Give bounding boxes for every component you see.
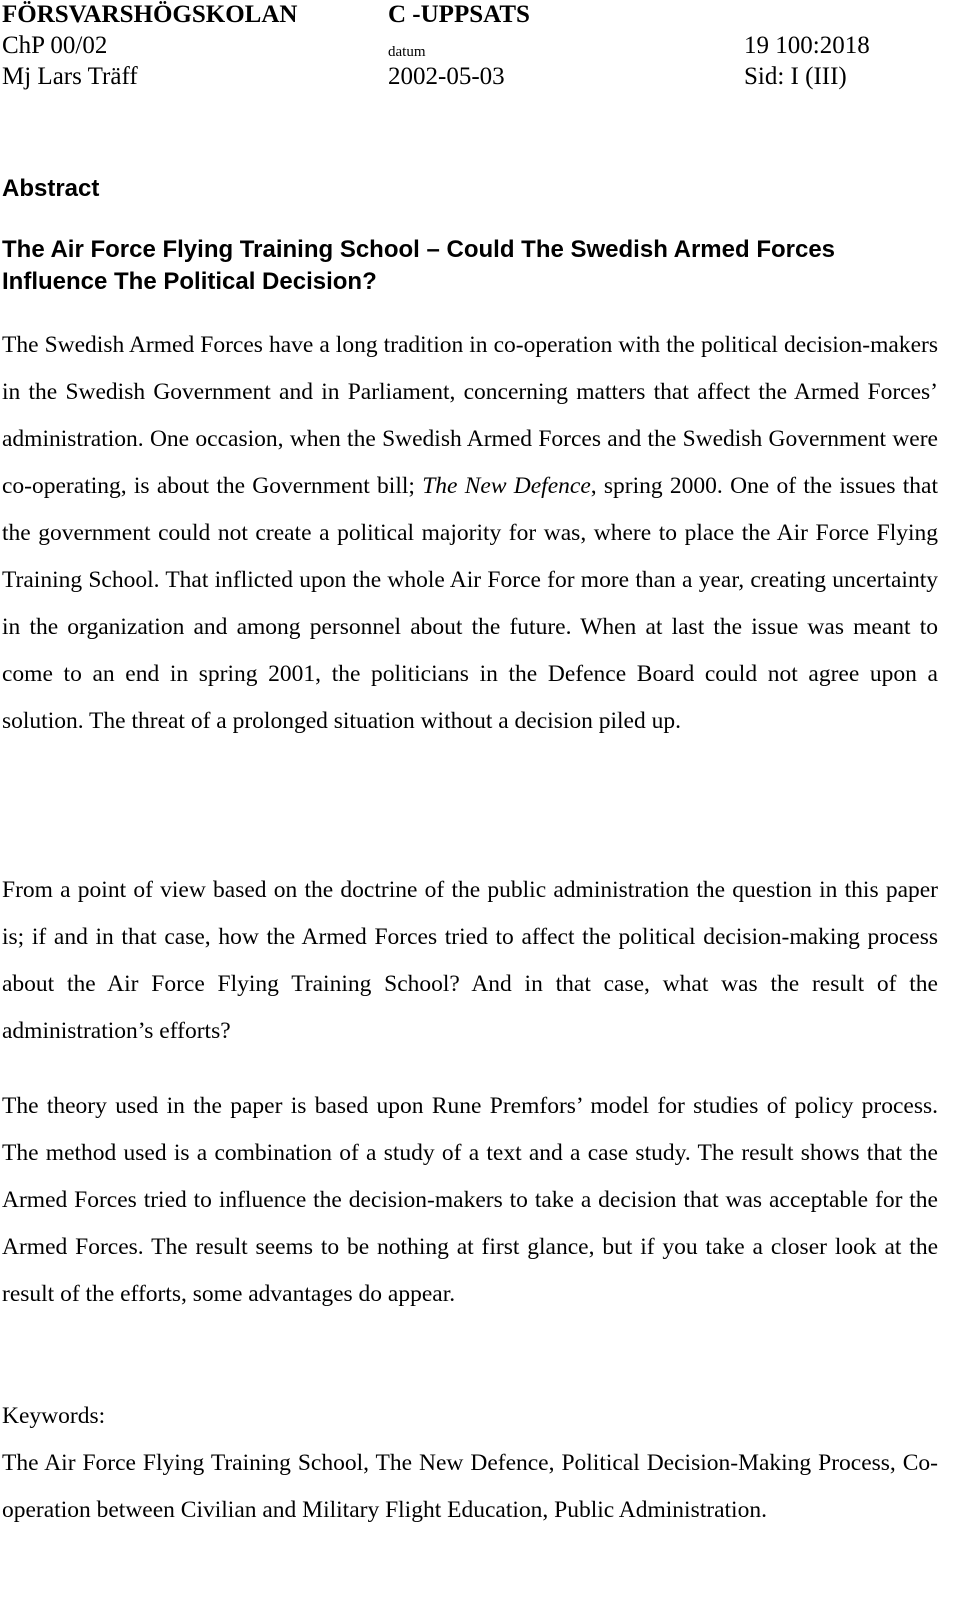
abstract-paragraph-1 xyxy=(2,322,938,745)
paragraph-1-text-end: , spring 2000. One of the issues that the government could not create a political majority for was, where to place the Air Force Flying Training School. That inflicted upon the whole Air Force for more than a year, creating uncertainty in the organization and among personnel about the future. When at last the issue was meant to come to an end in spring 2001, the politicians in the Defence Board could not agree upon a solution. The threat of a prolonged situation without a decision piled up. xyxy=(2,473,938,734)
keywords-label: Keywords: xyxy=(2,1403,106,1429)
course-code: ChP 00/02 xyxy=(2,32,108,59)
abstract-heading: Abstract xyxy=(2,175,100,202)
date-label: datum xyxy=(388,44,426,60)
keywords-list: The Air Force Flying Training School, The New Defence, Political Decision-Making Process, Co-operation between Civilian and Military Flight Education, Public Administration. xyxy=(2,1450,938,1523)
abstract-paragraph-3: The theory used in the paper is based upon Rune Premfors’ model for studies of policy process. The method used is a combination of a study of a text and a case study. The result shows that the Armed Forces tried to influence the decision-makers to take a decision that was acceptable for the Armed Forces. The result seems to be nothing at first glance, but if you take a closer look at the result of the efforts, some advantages do appear. xyxy=(2,1093,938,1307)
abstract-title: The Air Force Flying Training School – Could The Swedish Armed Forces Influence The Political Decision? xyxy=(2,236,836,295)
document-type: C -UPPSATS xyxy=(388,1,530,28)
bill-title-italic: The New Defence xyxy=(422,473,591,499)
reference-number: 19 100:2018 xyxy=(744,32,870,59)
author-name: Mj Lars Träff xyxy=(2,63,138,90)
document-date: 2002-05-03 xyxy=(388,63,505,90)
abstract-paragraph-2: From a point of view based on the doctrine of the public administration the question in this paper is; if and in that case, how the Armed Forces tried to affect the political decision-making process about the Air Force Flying Training School? And in that case, what was the result of the administration’s efforts? xyxy=(2,877,938,1044)
page-indicator: Sid: I (III) xyxy=(744,63,847,90)
paragraph-1-text-start: The Swedish Armed Forces have a long tradition in co-operation with the political decision-makers in the Swedish Government and in Parliament, concerning matters that affect the Armed Forces’ administration. One occasion, when the Swedish Armed Forces and the Swedish Government were co-operating, is about the Government bill; xyxy=(2,332,938,499)
institution-name: FÖRSVARSHÖGSKOLAN xyxy=(2,1,298,28)
